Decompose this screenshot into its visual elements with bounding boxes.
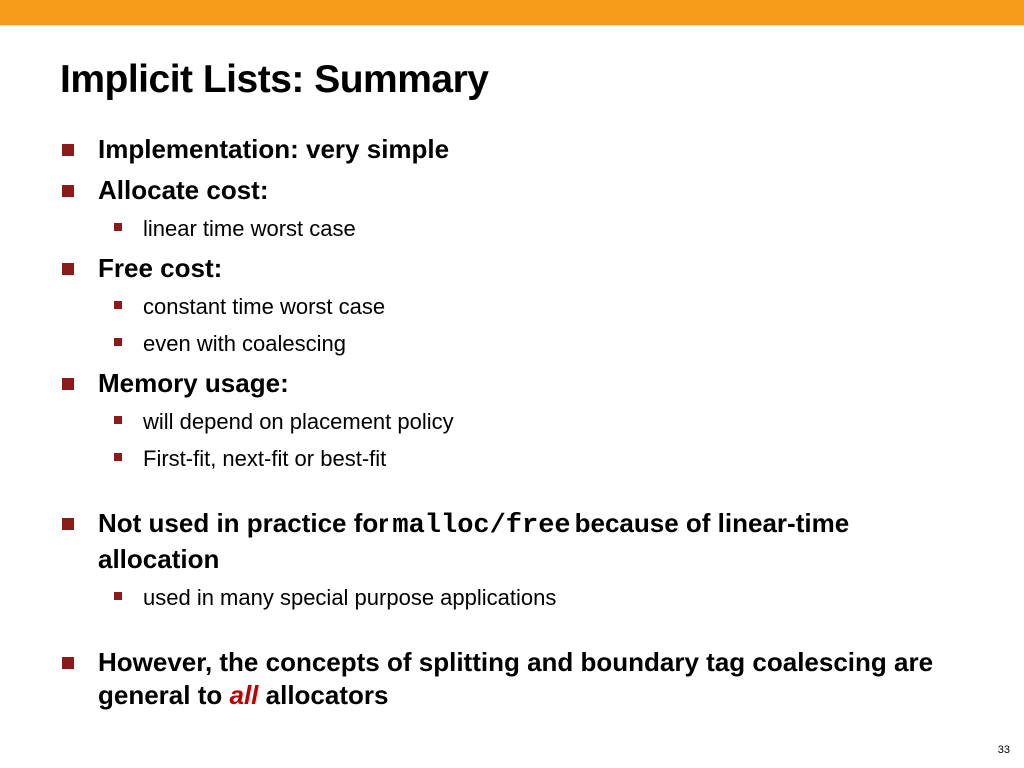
square-bullet-icon <box>62 518 74 530</box>
square-bullet-icon <box>62 378 74 390</box>
square-bullet-icon <box>62 185 74 197</box>
bullet-text: Free cost: <box>98 253 223 283</box>
emphasis-all: all <box>229 680 259 710</box>
bullet-text-continued: because of linear-time allocation <box>98 508 850 574</box>
square-bullet-icon <box>114 301 122 309</box>
bullet-memory-usage <box>60 367 960 400</box>
square-bullet-icon <box>62 263 74 275</box>
top-accent-bar <box>0 0 1024 25</box>
sub-bullet-text: linear time worst case <box>143 216 356 241</box>
slide-title: Implicit Lists: Summary <box>60 58 489 101</box>
code-malloc-free: malloc/free <box>392 511 571 541</box>
bullet-text: Memory usage: <box>98 368 289 398</box>
bullet-text: Implementation: very simple <box>98 134 450 164</box>
sub-bullet-constant-time <box>60 293 960 321</box>
bullet-free-cost <box>60 252 960 285</box>
sub-bullet-linear-time <box>60 215 960 243</box>
bullet-text: However, the concepts of splitting and boundary tag coalescing are general to <box>98 647 934 710</box>
sub-bullet-text: First-fit, next-fit or best-fit <box>143 446 387 471</box>
square-bullet-icon <box>62 144 74 156</box>
bullet-not-used-in-practice <box>60 507 960 576</box>
sub-bullet-coalescing <box>60 330 960 358</box>
square-bullet-icon <box>62 657 74 669</box>
sub-bullet-fit-strategies <box>60 445 960 473</box>
sub-bullet-text: constant time worst case <box>143 294 386 319</box>
bullet-text-end: allocators <box>265 680 389 710</box>
square-bullet-icon <box>114 223 122 231</box>
slide-content <box>60 133 960 720</box>
square-bullet-icon <box>114 416 122 424</box>
square-bullet-icon <box>114 338 122 346</box>
bullet-text: Allocate cost: <box>98 175 269 205</box>
sub-bullet-text: will depend on placement policy <box>143 409 454 434</box>
bullet-text: Not used in practice for <box>98 508 389 538</box>
sub-bullet-text: even with coalescing <box>143 331 347 356</box>
bullet-implementation <box>60 133 960 166</box>
sub-bullet-text: used in many special purpose applications <box>143 585 557 610</box>
bullet-allocate-cost <box>60 174 960 207</box>
bullet-splitting-coalescing <box>60 646 960 712</box>
square-bullet-icon <box>114 592 122 600</box>
page-number: 33 <box>997 744 1010 756</box>
square-bullet-icon <box>114 453 122 461</box>
sub-bullet-special-purpose <box>60 584 960 612</box>
sub-bullet-placement-policy <box>60 408 960 436</box>
